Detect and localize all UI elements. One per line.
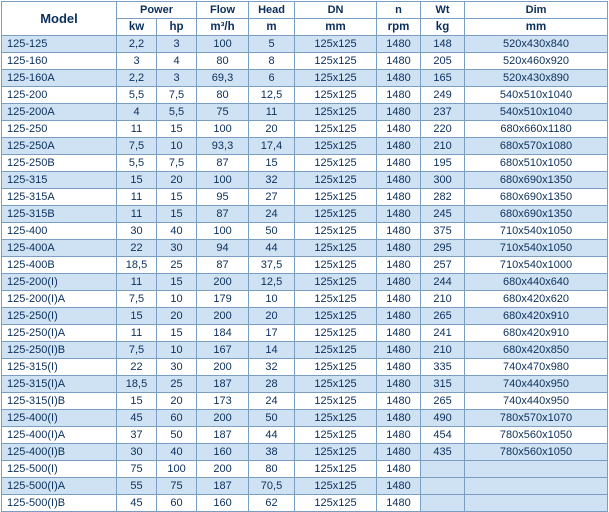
cell-head: 24 [249,206,295,223]
cell-hp: 15 [157,189,197,206]
cell-dim: 680x570x1080 [465,138,608,155]
cell-dim [465,461,608,478]
cell-hp: 10 [157,342,197,359]
cell-dn: 125x125 [295,189,377,206]
cell-dim: 680x510x1050 [465,155,608,172]
column-header-power: Power [117,2,197,19]
cell-model: 125-160A [2,70,117,87]
cell-hp: 10 [157,291,197,308]
table-row [2,138,608,155]
unit-header-dn: mm [295,19,377,36]
cell-hp: 100 [157,461,197,478]
table-row [2,461,608,478]
cell-hp: 4 [157,53,197,70]
table-row [2,189,608,206]
cell-hp: 40 [157,444,197,461]
cell-hp: 15 [157,121,197,138]
cell-flow: 179 [197,291,249,308]
cell-model: 125-315 [2,172,117,189]
cell-flow: 87 [197,155,249,172]
cell-model: 125-160 [2,53,117,70]
cell-dim: 540x510x1040 [465,87,608,104]
cell-wt: 375 [421,223,465,240]
cell-n: 1480 [377,427,421,444]
cell-dn: 125x125 [295,325,377,342]
cell-flow: 200 [197,308,249,325]
cell-wt: 148 [421,36,465,53]
cell-flow: 173 [197,393,249,410]
cell-wt: 249 [421,87,465,104]
cell-flow: 80 [197,87,249,104]
cell-kw: 18,5 [117,376,157,393]
cell-model: 125-200A [2,104,117,121]
cell-hp: 40 [157,223,197,240]
cell-n: 1480 [377,53,421,70]
cell-model: 125-400A [2,240,117,257]
table-row [2,427,608,444]
cell-kw: 4 [117,104,157,121]
cell-wt: 282 [421,189,465,206]
cell-kw: 15 [117,308,157,325]
cell-flow: 187 [197,427,249,444]
table-row [2,36,608,53]
table-row [2,274,608,291]
cell-dim [465,478,608,495]
cell-head: 15 [249,155,295,172]
table-row [2,121,608,138]
cell-n: 1480 [377,206,421,223]
cell-head: 28 [249,376,295,393]
cell-kw: 5,5 [117,155,157,172]
cell-dim: 680x420x850 [465,342,608,359]
cell-dn: 125x125 [295,308,377,325]
cell-hp: 10 [157,138,197,155]
cell-hp: 3 [157,70,197,87]
cell-hp: 25 [157,376,197,393]
cell-dn: 125x125 [295,444,377,461]
cell-head: 32 [249,359,295,376]
cell-hp: 7,5 [157,155,197,172]
column-header-dn: DN [295,2,377,19]
cell-dn: 125x125 [295,274,377,291]
cell-n: 1480 [377,291,421,308]
cell-hp: 15 [157,325,197,342]
cell-n: 1480 [377,240,421,257]
cell-dim: 710x540x1050 [465,223,608,240]
cell-dim: 520x460x920 [465,53,608,70]
cell-flow: 95 [197,189,249,206]
cell-head: 6 [249,70,295,87]
cell-head: 20 [249,121,295,138]
cell-wt [421,478,465,495]
cell-wt: 210 [421,291,465,308]
cell-model: 125-250(I) [2,308,117,325]
cell-wt [421,495,465,512]
cell-n: 1480 [377,189,421,206]
cell-model: 125-500(I)B [2,495,117,512]
cell-model: 125-250A [2,138,117,155]
table-row [2,308,608,325]
cell-dim [465,495,608,512]
cell-kw: 22 [117,359,157,376]
cell-kw: 15 [117,393,157,410]
table-header [2,2,608,36]
cell-dn: 125x125 [295,393,377,410]
table-row [2,172,608,189]
cell-head: 44 [249,240,295,257]
cell-model: 125-400(I)B [2,444,117,461]
cell-hp: 15 [157,206,197,223]
cell-head: 14 [249,342,295,359]
cell-flow: 100 [197,36,249,53]
table-row [2,240,608,257]
cell-hp: 7,5 [157,87,197,104]
cell-wt: 210 [421,342,465,359]
table-row [2,393,608,410]
cell-wt: 257 [421,257,465,274]
cell-head: 38 [249,444,295,461]
cell-kw: 30 [117,444,157,461]
cell-kw: 5,5 [117,87,157,104]
cell-model: 125-500(I)A [2,478,117,495]
cell-head: 12,5 [249,274,295,291]
cell-kw: 2,2 [117,70,157,87]
cell-dim: 740x440x950 [465,393,608,410]
cell-model: 125-200(I) [2,274,117,291]
cell-n: 1480 [377,342,421,359]
cell-kw: 2,2 [117,36,157,53]
table-row [2,376,608,393]
cell-kw: 7,5 [117,342,157,359]
cell-head: 20 [249,308,295,325]
cell-flow: 200 [197,359,249,376]
cell-dn: 125x125 [295,70,377,87]
table-row [2,206,608,223]
cell-dim: 540x510x1040 [465,104,608,121]
cell-hp: 75 [157,478,197,495]
cell-kw: 3 [117,53,157,70]
column-header-model: Model [2,2,117,36]
cell-dn: 125x125 [295,291,377,308]
cell-head: 37,5 [249,257,295,274]
cell-head: 24 [249,393,295,410]
cell-n: 1480 [377,257,421,274]
cell-kw: 11 [117,121,157,138]
cell-n: 1480 [377,325,421,342]
cell-head: 10 [249,291,295,308]
cell-model: 125-400(I) [2,410,117,427]
table-row [2,104,608,121]
cell-hp: 50 [157,427,197,444]
column-header-dim: Dim [465,2,608,19]
cell-kw: 15 [117,172,157,189]
cell-kw: 22 [117,240,157,257]
cell-dim: 520x430x840 [465,36,608,53]
cell-dn: 125x125 [295,138,377,155]
cell-head: 17 [249,325,295,342]
cell-dn: 125x125 [295,121,377,138]
cell-dn: 125x125 [295,410,377,427]
cell-n: 1480 [377,70,421,87]
cell-n: 1480 [377,495,421,512]
cell-dim: 780x570x1070 [465,410,608,427]
cell-dim: 520x430x890 [465,70,608,87]
unit-header-n: rpm [377,19,421,36]
cell-dim: 680x690x1350 [465,189,608,206]
cell-dim: 710x540x1050 [465,240,608,257]
cell-model: 125-400B [2,257,117,274]
cell-kw: 45 [117,495,157,512]
cell-n: 1480 [377,444,421,461]
cell-flow: 187 [197,478,249,495]
cell-flow: 100 [197,172,249,189]
cell-head: 5 [249,36,295,53]
cell-wt: 237 [421,104,465,121]
cell-n: 1480 [377,87,421,104]
cell-model: 125-250(I)A [2,325,117,342]
cell-flow: 94 [197,240,249,257]
cell-dn: 125x125 [295,359,377,376]
cell-hp: 20 [157,393,197,410]
cell-dn: 125x125 [295,223,377,240]
cell-kw: 11 [117,189,157,206]
column-header-flow: Flow [197,2,249,19]
unit-header-dim: mm [465,19,608,36]
cell-wt: 300 [421,172,465,189]
cell-dim: 680x690x1350 [465,206,608,223]
cell-flow: 200 [197,461,249,478]
cell-hp: 60 [157,495,197,512]
table-body [2,36,608,512]
cell-dim: 680x440x640 [465,274,608,291]
table-row [2,223,608,240]
table-row [2,257,608,274]
cell-flow: 93,3 [197,138,249,155]
cell-n: 1480 [377,376,421,393]
cell-flow: 69,3 [197,70,249,87]
table-row [2,87,608,104]
table-row [2,53,608,70]
cell-dim: 710x540x1000 [465,257,608,274]
cell-head: 17,4 [249,138,295,155]
column-header-wt: Wt [421,2,465,19]
cell-model: 125-400 [2,223,117,240]
unit-header-flow: m³/h [197,19,249,36]
cell-wt: 210 [421,138,465,155]
cell-head: 8 [249,53,295,70]
cell-flow: 80 [197,53,249,70]
cell-model: 125-315(I) [2,359,117,376]
unit-header-head: m [249,19,295,36]
table-row [2,70,608,87]
cell-head: 70,5 [249,478,295,495]
cell-model: 125-250B [2,155,117,172]
cell-dn: 125x125 [295,495,377,512]
cell-dim: 680x420x910 [465,308,608,325]
cell-wt: 245 [421,206,465,223]
cell-kw: 75 [117,461,157,478]
cell-kw: 7,5 [117,138,157,155]
cell-dim: 680x420x910 [465,325,608,342]
cell-head: 27 [249,189,295,206]
cell-dn: 125x125 [295,206,377,223]
cell-n: 1480 [377,308,421,325]
table-row [2,291,608,308]
cell-dim: 680x690x1350 [465,172,608,189]
cell-dn: 125x125 [295,155,377,172]
table-row [2,478,608,495]
cell-n: 1480 [377,359,421,376]
cell-n: 1480 [377,393,421,410]
cell-kw: 11 [117,325,157,342]
cell-hp: 30 [157,240,197,257]
cell-flow: 160 [197,495,249,512]
unit-header-kw: kw [117,19,157,36]
cell-dn: 125x125 [295,427,377,444]
cell-wt: 195 [421,155,465,172]
cell-dn: 125x125 [295,376,377,393]
cell-head: 50 [249,410,295,427]
cell-flow: 160 [197,444,249,461]
cell-head: 50 [249,223,295,240]
cell-head: 32 [249,172,295,189]
cell-kw: 55 [117,478,157,495]
cell-kw: 30 [117,223,157,240]
cell-dn: 125x125 [295,461,377,478]
cell-n: 1480 [377,155,421,172]
cell-flow: 100 [197,121,249,138]
cell-dim: 780x560x1050 [465,444,608,461]
cell-model: 125-315(I)A [2,376,117,393]
unit-header-hp: hp [157,19,197,36]
cell-kw: 7,5 [117,291,157,308]
cell-wt: 315 [421,376,465,393]
cell-dim: 740x440x950 [465,376,608,393]
table-row [2,444,608,461]
table-row [2,325,608,342]
cell-model: 125-315A [2,189,117,206]
cell-n: 1480 [377,223,421,240]
cell-hp: 15 [157,274,197,291]
pump-specification-table [1,1,608,512]
cell-wt: 490 [421,410,465,427]
cell-hp: 20 [157,172,197,189]
cell-hp: 25 [157,257,197,274]
cell-kw: 45 [117,410,157,427]
cell-head: 44 [249,427,295,444]
cell-model: 125-250(I)B [2,342,117,359]
cell-dn: 125x125 [295,87,377,104]
cell-hp: 60 [157,410,197,427]
cell-dn: 125x125 [295,257,377,274]
cell-kw: 18,5 [117,257,157,274]
cell-dn: 125x125 [295,104,377,121]
cell-kw: 11 [117,206,157,223]
table-row [2,155,608,172]
table-row [2,359,608,376]
table-row [2,342,608,359]
cell-flow: 87 [197,206,249,223]
cell-hp: 5,5 [157,104,197,121]
cell-n: 1480 [377,461,421,478]
cell-wt: 241 [421,325,465,342]
cell-hp: 30 [157,359,197,376]
cell-flow: 200 [197,274,249,291]
cell-kw: 37 [117,427,157,444]
cell-flow: 187 [197,376,249,393]
cell-dim: 680x420x620 [465,291,608,308]
cell-wt: 265 [421,393,465,410]
cell-head: 80 [249,461,295,478]
cell-wt: 265 [421,308,465,325]
cell-wt: 220 [421,121,465,138]
cell-wt: 165 [421,70,465,87]
table-row [2,495,608,512]
cell-wt: 435 [421,444,465,461]
cell-hp: 20 [157,308,197,325]
cell-n: 1480 [377,138,421,155]
cell-dn: 125x125 [295,172,377,189]
cell-flow: 87 [197,257,249,274]
cell-model: 125-200 [2,87,117,104]
cell-flow: 184 [197,325,249,342]
cell-dim: 680x660x1180 [465,121,608,138]
cell-head: 62 [249,495,295,512]
cell-head: 11 [249,104,295,121]
cell-n: 1480 [377,36,421,53]
cell-n: 1480 [377,410,421,427]
cell-dn: 125x125 [295,36,377,53]
cell-model: 125-315B [2,206,117,223]
cell-flow: 167 [197,342,249,359]
cell-n: 1480 [377,121,421,138]
cell-flow: 200 [197,410,249,427]
cell-wt: 205 [421,53,465,70]
cell-head: 12,5 [249,87,295,104]
cell-n: 1480 [377,104,421,121]
cell-wt: 335 [421,359,465,376]
cell-model: 125-250 [2,121,117,138]
cell-flow: 75 [197,104,249,121]
cell-dim: 740x470x980 [465,359,608,376]
cell-dn: 125x125 [295,53,377,70]
unit-header-wt: kg [421,19,465,36]
cell-wt [421,461,465,478]
cell-hp: 3 [157,36,197,53]
cell-flow: 100 [197,223,249,240]
column-header-head: Head [249,2,295,19]
cell-dn: 125x125 [295,240,377,257]
cell-model: 125-315(I)B [2,393,117,410]
cell-n: 1480 [377,274,421,291]
cell-n: 1480 [377,478,421,495]
cell-wt: 244 [421,274,465,291]
cell-n: 1480 [377,172,421,189]
cell-dim: 780x560x1050 [465,427,608,444]
cell-model: 125-200(I)A [2,291,117,308]
cell-wt: 295 [421,240,465,257]
cell-dn: 125x125 [295,478,377,495]
cell-dn: 125x125 [295,342,377,359]
cell-wt: 454 [421,427,465,444]
cell-model: 125-125 [2,36,117,53]
cell-kw: 11 [117,274,157,291]
column-header-n: n [377,2,421,19]
cell-model: 125-500(I) [2,461,117,478]
table-row [2,410,608,427]
cell-model: 125-400(I)A [2,427,117,444]
